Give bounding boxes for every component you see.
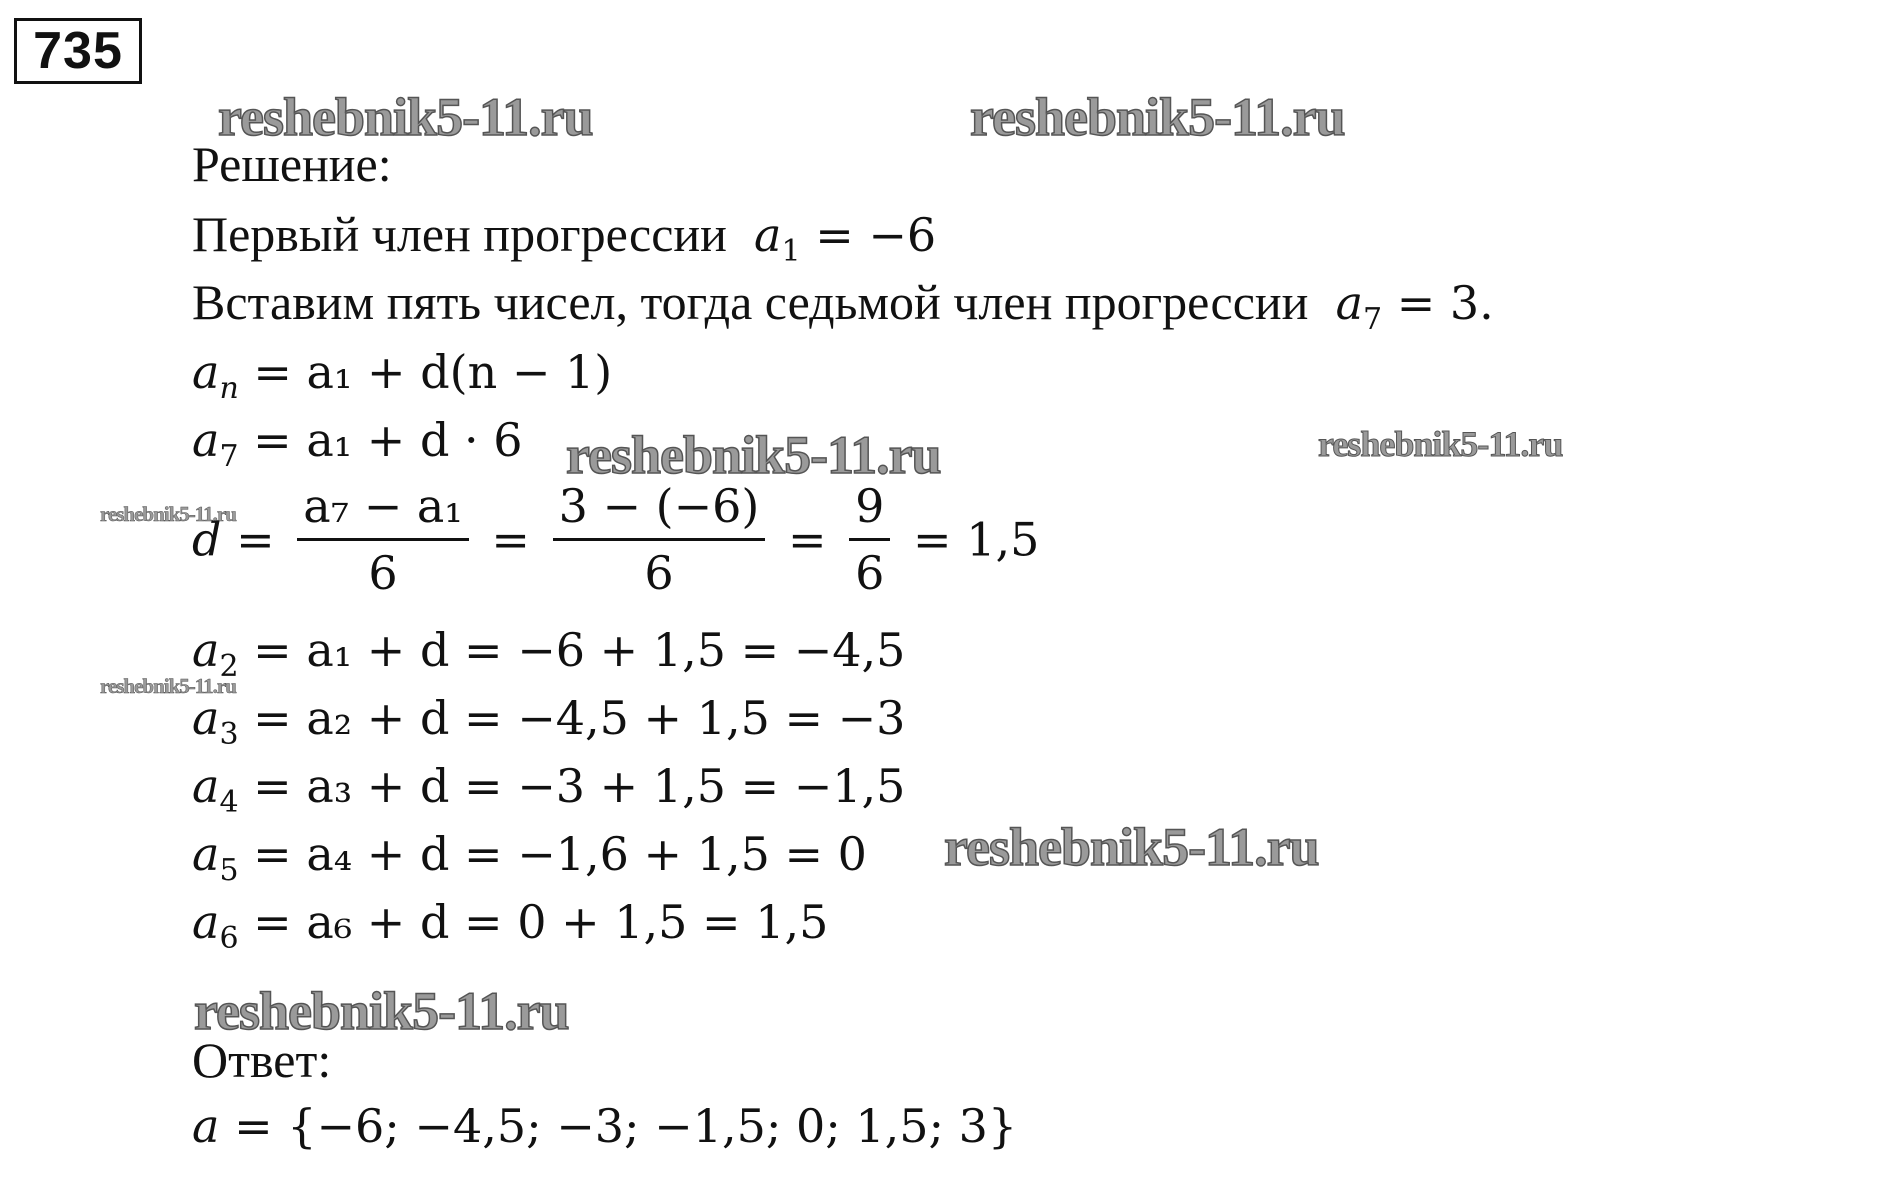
d-fraction-1-denominator: 6 — [368, 546, 398, 600]
watermark-4: reshebnik5-11.ru — [1318, 424, 1563, 464]
d-fraction-3 — [849, 478, 890, 601]
solution-label: Решение: — [192, 136, 392, 192]
a1-value: = −6 — [815, 208, 937, 262]
d-fraction-3-numerator: 9 — [849, 478, 890, 541]
a5-line — [192, 824, 867, 888]
insert-five-line — [192, 272, 1494, 337]
d-fraction-3-denominator: 6 — [855, 546, 885, 600]
d-formula-line — [192, 478, 1039, 601]
d-fraction-2 — [553, 478, 766, 601]
a6-lhs: $a_6$ — [192, 895, 239, 956]
a6-line — [192, 892, 829, 956]
general-formula: = a₁ + d(n − 1) — [253, 345, 613, 399]
a6-formula: = a₆ + d = 0 + 1,5 = 1,5 — [253, 895, 829, 949]
first-term-text: Первый член прогрессии — [192, 206, 727, 262]
equals-sign-2: = — [787, 512, 827, 567]
a4-lhs: $a_4$ — [192, 759, 239, 820]
d-fraction-2-numerator: 3 − (−6) — [553, 478, 766, 541]
general-formula-line — [192, 342, 613, 406]
a7-formula-line — [192, 410, 523, 474]
a5-lhs: $a_5$ — [192, 827, 239, 888]
a7-formula: = a₁ + d · 6 — [253, 413, 523, 467]
watermark-2: reshebnik5-11.ru — [970, 87, 1345, 147]
first-term-line — [192, 204, 937, 269]
d-fraction-1-numerator: a₇ − a₁ — [297, 478, 469, 541]
answer-set: = {−6; −4,5; −3; −1,5; 0; 1,5; 3} — [234, 1099, 1018, 1153]
a4-formula: = a₃ + d = −3 + 1,5 = −1,5 — [253, 759, 906, 813]
watermark-8: reshebnik5-11.ru — [194, 981, 569, 1041]
d-result: = 1,5 — [913, 512, 1040, 567]
a7-lhs: $a_7$ — [192, 413, 239, 474]
a7-value: = 3. — [1396, 276, 1494, 330]
a3-line — [192, 688, 906, 752]
watermark-6: reshebnik5-11.ru — [100, 674, 236, 698]
watermark-5: reshebnik5-11.ru — [100, 502, 236, 526]
problem-number: 735 — [14, 18, 142, 84]
d-lhs: d = — [192, 512, 275, 567]
a2-line — [192, 620, 906, 684]
a1-symbol: $a_1$ — [754, 208, 801, 269]
a3-formula: = a₂ + d = −4,5 + 1,5 = −3 — [253, 691, 906, 745]
a4-line — [192, 756, 906, 820]
d-fraction-2-denominator: 6 — [644, 546, 674, 600]
a3-lhs: $a_3$ — [192, 691, 239, 752]
an-symbol: $a_n$ — [192, 345, 239, 406]
a5-formula: = a₄ + d = −1,6 + 1,5 = 0 — [253, 827, 867, 881]
insert-five-text: Вставим пять чисел, тогда седьмой член прогрессии — [192, 274, 1309, 330]
answer-lhs: a — [192, 1099, 220, 1153]
a2-formula: = a₁ + d = −6 + 1,5 = −4,5 — [253, 623, 906, 677]
a7-symbol: $a_7$ — [1335, 276, 1383, 337]
watermark-3: reshebnik5-11.ru — [566, 425, 941, 485]
equals-sign-1: = — [491, 512, 530, 567]
d-fraction-1 — [297, 478, 469, 601]
watermark-1: reshebnik5-11.ru — [218, 87, 593, 147]
answer-line — [192, 1096, 1017, 1156]
answer-label: Ответ: — [192, 1032, 332, 1088]
a2-lhs: $a_2$ — [192, 623, 239, 684]
watermark-7: reshebnik5-11.ru — [944, 817, 1319, 877]
